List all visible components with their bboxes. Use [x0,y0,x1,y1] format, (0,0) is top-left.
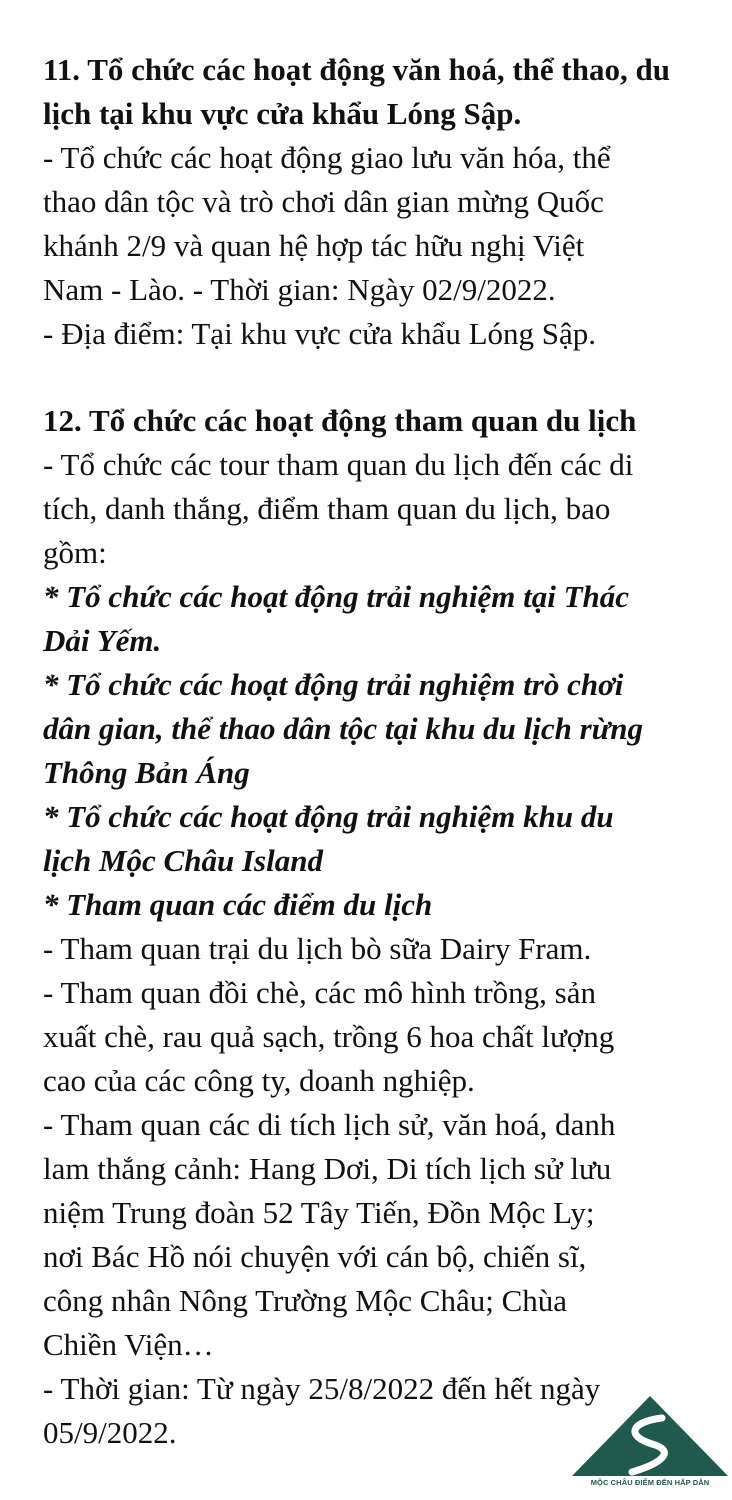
emphasis-line: * Tham quan các điểm du lịch [43,887,433,922]
paragraph-line: gồm: [43,535,107,570]
paragraph-line: xuất chè, rau quả sạch, trồng 6 hoa chất lượng [43,1019,615,1054]
emphasis-line: Dải Yếm. [43,623,162,658]
paragraph-line: lam thắng cảnh: Hang Dơi, Di tích lịch sử lưu [43,1151,612,1186]
paragraph-line: - Tham quan các di tích lịch sử, văn hoá, danh [43,1107,616,1142]
section-spacer [43,356,713,399]
section-11 [43,48,713,356]
paragraph-line: - Tham quan trại du lịch bò sữa Dairy Fram. [43,931,592,966]
paragraph-line: Nam - Lào. - Thời gian: Ngày 02/9/2022. [43,272,556,307]
emphasis-line: Thông Bản Áng [43,755,250,790]
paragraph-line: niệm Trung đoàn 52 Tây Tiến, Đồn Mộc Ly; [43,1195,595,1230]
paragraph-line: Chiền Viện… [43,1327,214,1362]
paragraph-line: khánh 2/9 và quan hệ hợp tác hữu nghị Việt [43,228,585,263]
section-heading-line: 12. Tổ chức các hoạt động tham quan du lịch [43,403,637,438]
paragraph-line: - Tổ chức các tour tham quan du lịch đến các di [43,447,634,482]
paragraph-line: - Địa điểm: Tại khu vực cửa khẩu Lóng Sập. [43,316,597,351]
emphasis-line: * Tổ chức các hoạt động trải nghiệm khu du [43,799,614,834]
paragraph-line: 05/9/2022. [43,1415,177,1450]
mountain-road-logo-icon [570,1392,730,1480]
section-heading-line: lịch tại khu vực cửa khẩu Lóng Sập. [43,96,522,131]
section-12 [43,399,713,1455]
paragraph-line: - Tham quan đồi chè, các mô hình trồng, sản [43,975,596,1010]
paragraph-line: - Tổ chức các hoạt động giao lưu văn hóa, thể [43,140,611,175]
emphasis-line: lịch Mộc Châu Island [43,843,323,878]
brand-logo [570,1392,730,1492]
article-body [43,48,713,1455]
paragraph-line: công nhân Nông Trường Mộc Châu; Chùa [43,1283,568,1318]
emphasis-line: * Tổ chức các hoạt động trải nghiệm trò chơi [43,667,624,702]
emphasis-line: dân gian, thể thao dân tộc tại khu du lịch rừng [43,711,643,746]
paragraph-line: tích, danh thắng, điểm tham quan du lịch, bao [43,491,611,526]
section-heading-line: 11. Tổ chức các hoạt động văn hoá, thể thao, du [43,52,670,87]
paragraph-line: thao dân tộc và trò chơi dân gian mừng Quốc [43,184,604,219]
paragraph-line: nơi Bác Hồ nói chuyện với cán bộ, chiến sĩ, [43,1239,587,1274]
paragraph-line: - Thời gian: Từ ngày 25/8/2022 đến hết ngày [43,1371,601,1406]
logo-tagline: MỘC CHÂU ĐIỂM ĐẾN HẤP DẪN [590,1478,710,1487]
paragraph-line: cao của các công ty, doanh nghiệp. [43,1063,475,1098]
emphasis-line: * Tổ chức các hoạt động trải nghiệm tại Thác [43,579,630,614]
